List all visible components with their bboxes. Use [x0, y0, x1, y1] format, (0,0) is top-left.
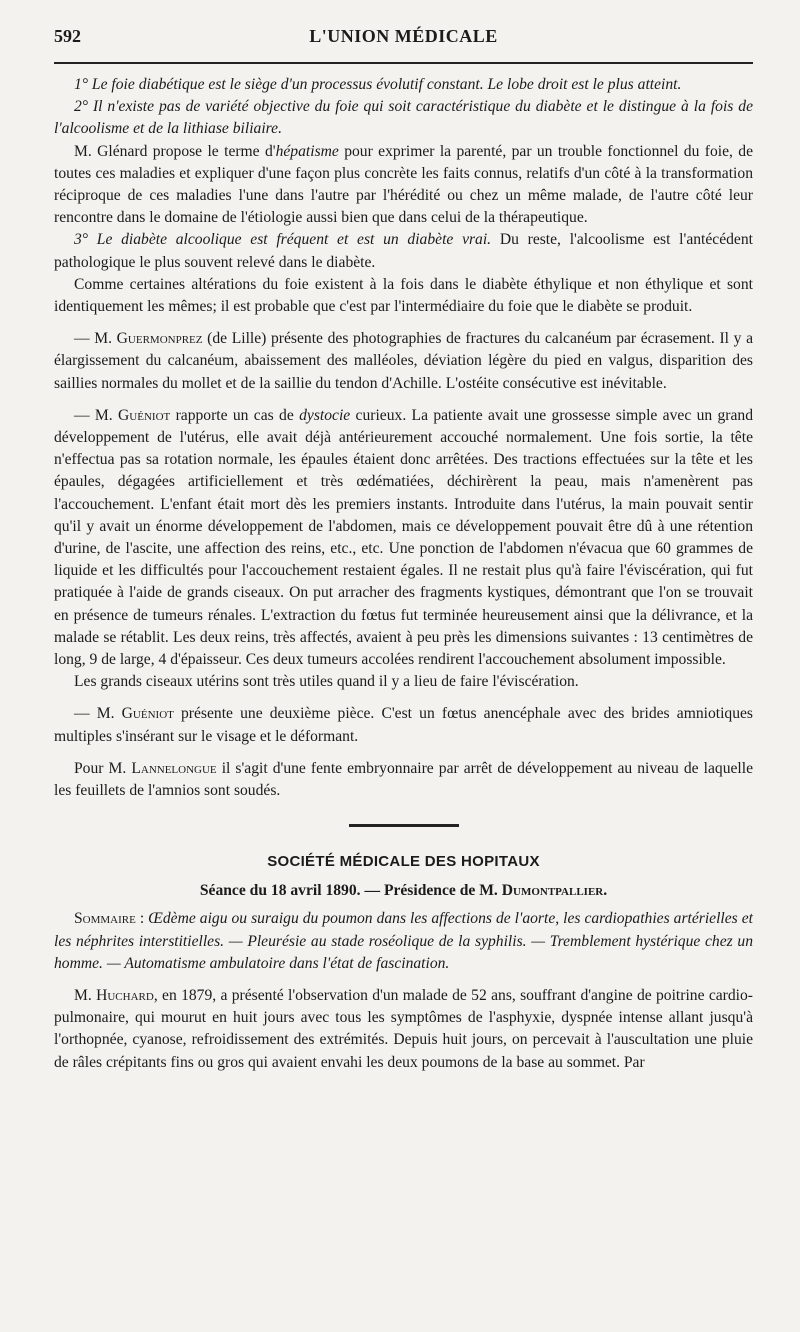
paragraph-gueniot-dystocie: — M. Guéniot rapporte un cas de dystocie curieux. La patiente avait une grossesse simple avec un grand développement de l'utérus, elle avait déjà antérieurement accouché normalement. Une fois sortie, la tête n'effectua pas sa rotation normale, les épaules étaient donc arrêtées. Des tractions effectuées sur la tête et les épaules, dégagées artificiellement et très œdématiées, déchirèrent la peau, mais n'amenèrent pas l'accouchement. L'enfant était mort dès les premiers instants. Introduite dans l'utérus, la main pouvait sentir qu'il y avait un énorme développement de l'abdomen, mais ce développement pouvait être dû à une rétention d'urine, de l'ascite, une affection des reins, etc., etc. Une ponction de l'abdomen n'évacua que 60 grammes de liquide et les difficultés pour l'accouchement restaient égales. Il ne restait plus qu'à faire l'éviscération, qui fut pratiquée à l'aide de grands ciseaux. On put arracher des fragments kystiques, démontrant que l'on se trouvait en présence de tumeurs rénales. L'extraction du fœtus fut terminée heureusement ainsi que la délivrance, et la malade se rétablit. Les deux reins, très affectés, avaient à peu près les dimensions suivantes : 13 centimètres de long, 9 de large, 4 d'épaisseur. Ces deux tumeurs accolées rendirent l'accouchement absolument impossible.: [54, 406, 754, 669]
sommaire: Sommaire : Œdème aigu ou suraigu du poumon dans les affections de l'aorte, les cardiopathies artérielles et les néphrites interstitielles. — Pleurésie au stade roséolique de la syphilis. — Tremblement hystérique chez un homme. — Automatisme ambulatoire dans l'état de fascination.: [54, 910, 753, 972]
session-line: Séance du 18 avril 1890. — Présidence de M. Dumontpallier.: [199, 882, 608, 900]
running-title: L'UNION MÉDICALE: [309, 26, 498, 46]
article-body: [54, 74, 753, 1074]
paragraph-lannelongue: Pour M. Lannelongue il s'agit d'une fente embryonnaire par arrêt de développement au niveau de laquelle les feuillets de l'amnios sont soudés.: [54, 759, 753, 800]
conclusion-3: 3° Le diabète alcoolique est fréquent et est un diabète vrai. Du reste, l'alcoolisme est l'antécédent pathologique le plus souvent relevé dans le diabète.: [54, 231, 753, 271]
conclusion-2: 2° Il n'existe pas de variété objective du foie qui soit caractéristique du diabète et le distingue à la fois de l'alcoolisme et de la lithiase biliaire.: [54, 98, 753, 138]
paragraph-ciseaux: Les grands ciseaux utérins sont très utiles quand il y a lieu de faire l'éviscération.: [74, 673, 579, 691]
paragraph-foie: Comme certaines altérations du foie existent à la fois dans le diabète éthylique et non éthylique et sont identiquement les mêmes; il est probable que c'est par l'intermédiaire du foie que le diabète se produit.: [54, 275, 753, 316]
section-title: SOCIÉTÉ MÉDICALE DES HOPITAUX: [267, 853, 540, 871]
conclusion-1: 1° Le foie diabétique est le siège d'un processus évolutif constant. Le lobe droit est le plus atteint.: [74, 76, 682, 93]
paragraph-guermonprez: — M. Guermonprez (de Lille) présente des photographies de fractures du calcanéum par écrasement. Il y a élargissement du calcanéum, abaissement des malléoles, déviation légère du pied en valgus, disparition des saillies normales du mollet et de la saillie du tendon d'Achille. L'ostéite consécutive est inévitable.: [54, 330, 753, 392]
paragraph-hepatisme: M. Glénard propose le terme d'hépatisme pour exprimer la parenté, par un trouble fonctionnel du foie, de toutes ces maladies et expliquer d'une façon plus concrète les faits connus, relatifs d'un côté à la transformation réciproque de ces maladies l'une dans l'autre par l'hérédité ou chez un même malade, de l'autre côté leur rencontre dans le domaine de l'étiologie aussi bien que dans celui de la thérapeutique.: [54, 142, 753, 227]
page-number: 592: [54, 26, 81, 46]
paragraph-huchard: M. Huchard, en 1879, a présenté l'observation d'un malade de 52 ans, souffrant d'angine de poitrine cardio-pulmonaire, qui mourut en huit jours avec tous les symptômes de l'asphyxie, dyspnée intense allant jusqu'à l'orthopnée, cyanose, refroidissement des extrémités. Depuis huit jours, on percevait à l'auscultation une pluie de râles crépitants fins ou gros qui avaient envahi les deux poumons de la base au sommet. Par: [54, 986, 753, 1071]
page-header: [54, 26, 753, 52]
paragraph-gueniot-foetus: — M. Guéniot présente une deuxième pièce. C'est un fœtus anencéphale avec des brides amniotiques multiples s'insérant sur le visage et le déformant.: [54, 705, 753, 745]
section-divider: [349, 824, 459, 827]
header-rule: [54, 62, 753, 64]
